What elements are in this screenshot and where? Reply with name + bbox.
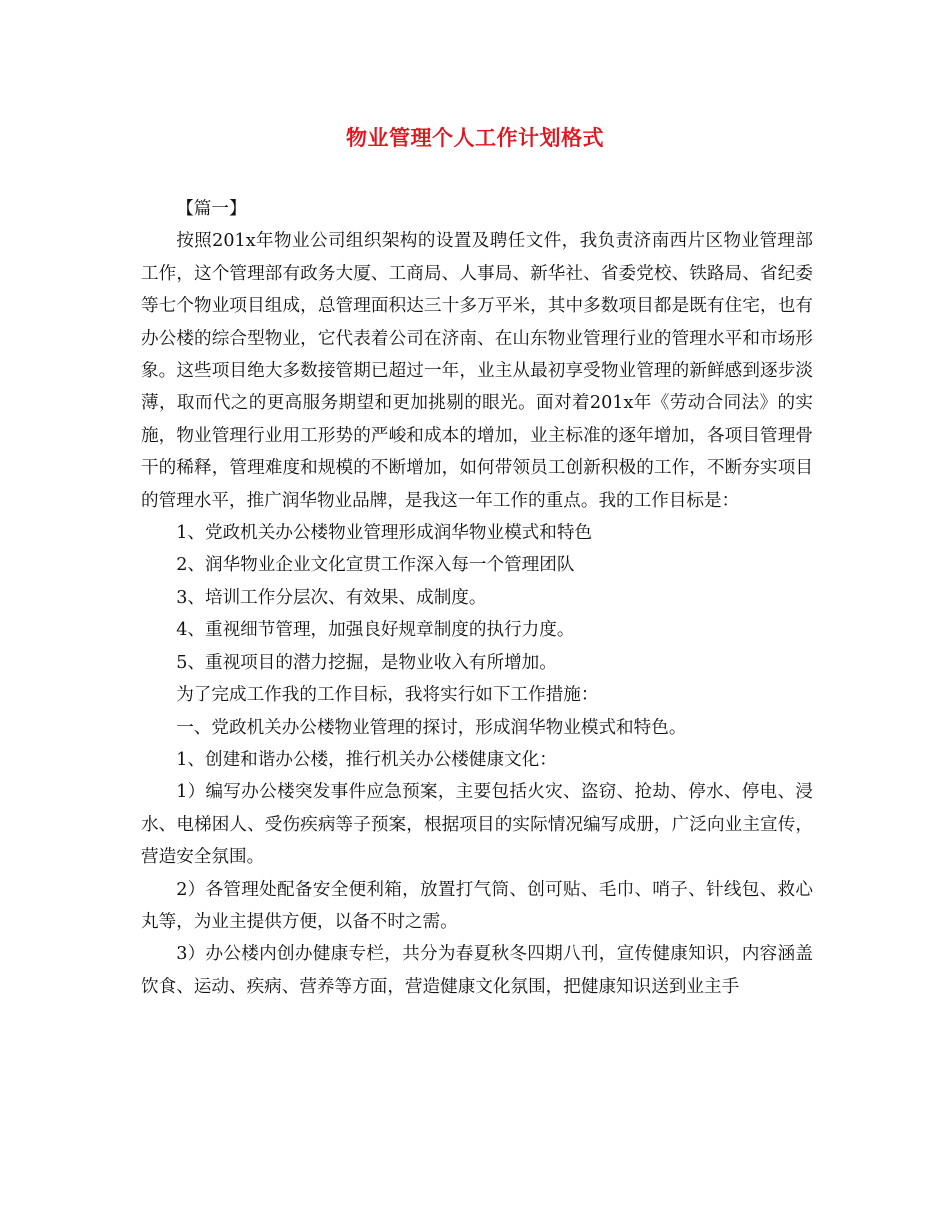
intro-paragraph: 按照201x年物业公司组织架构的设置及聘任文件，我负责济南西片区物业管理部工作，这个管理部有政务大厦、工商局、人事局、新华社、省委党校、铁路局、省纪委等七个物业项目组成，总管理面积达三十多万平米，其中多数项目都是既有住宅，也有办公楼的综合型物业，它代表着公司在济南、在山东物业管理行业的管理水平和市场形象。这些项目绝大多数接管期已超过一年，业主从最初享受物业管理的新鲜感到逐步淡薄，取而代之的更高服务期望和更加挑剔的眼光。面对着201x年《劳动合同法》的实施，物业管理行业用工形势的严峻和成本的增加，业主标准的逐年增加，各项目管理骨干的稀释，管理难度和规模的不断增加，如何带领员工创新积极的工作，不断夯实项目的管理水平，推广润华物业品牌，是我这一年工作的重点。我的工作目标是： [141,231,813,511]
measure-detail: 2）各管理处配备安全便利箱，放置打气筒、创可贴、毛巾、哨子、针线包、救心丸等，为业主提供方便，以备不时之需。 [141,879,813,932]
measure-heading: 一、党政机关办公楼物业管理的探讨，形成润华物业模式和特色。 [176,717,687,738]
goal-item: 1、党政机关办公楼物业管理形成润华物业模式和特色 [176,523,593,544]
document-title: 物业管理个人工作计划格式 [346,125,604,150]
measure-detail: 1）编写办公楼突发事件应急预案，主要包括火灾、盗窃、抢劫、停水、停电、浸水、电梯困人、受伤疾病等子预案，根据项目的实际情况编写成册，广泛向业主宣传，营造安全氛围。 [141,782,813,868]
goal-item: 5、重视项目的潜力挖掘，是物业收入有所增加。 [176,652,557,673]
goal-item: 3、培训工作分层次、有效果、成制度。 [176,587,487,608]
measure-subheading: 1、创建和谐办公楼，推行机关办公楼健康文化： [176,749,557,770]
goal-item: 4、重视细节管理，加强良好规章制度的执行力度。 [176,620,575,641]
goal-item: 2、润华物业企业文化宣贯工作深入每一个管理团队 [176,555,575,576]
section-heading: 【篇一】 [176,199,247,219]
measures-intro: 为了完成工作我的工作目标，我将实行如下工作措施： [176,685,599,706]
document-body [141,193,813,1003]
measure-detail: 3）办公楼内创办健康专栏，共分为春夏秋冬四期八刊，宣传健康知识，内容涵盖饮食、运动、疾病、营养等方面，营造健康文化氛围，把健康知识送到业主手 [141,944,813,997]
